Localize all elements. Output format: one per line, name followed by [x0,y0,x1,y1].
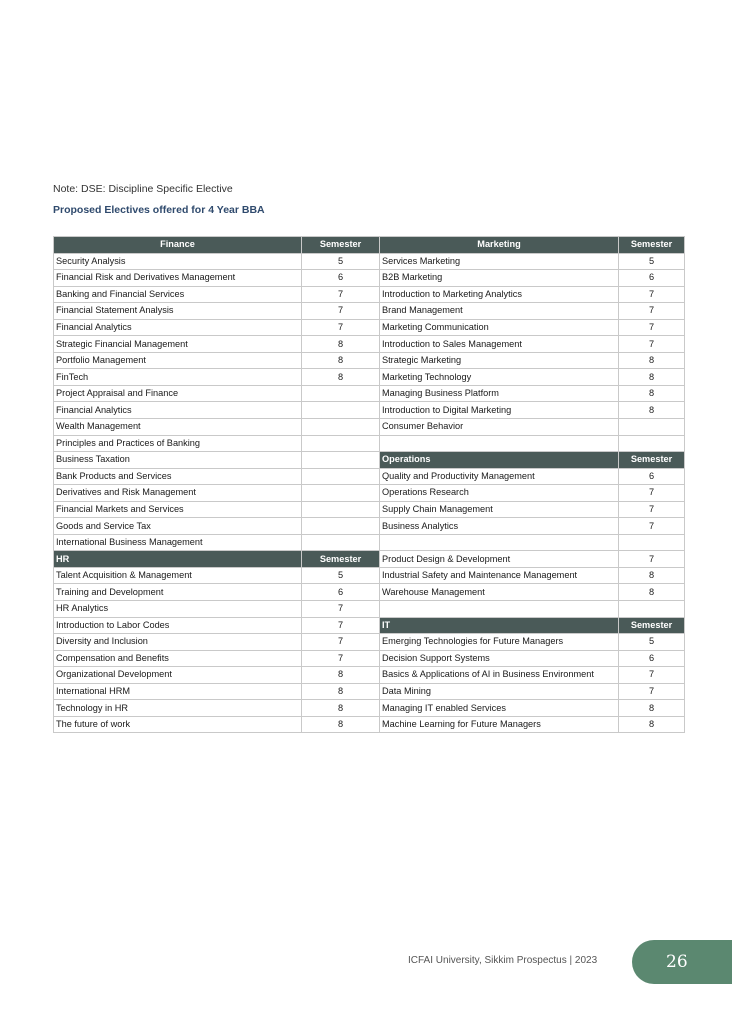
semester-left: 5 [302,253,380,270]
semester-left: 8 [302,683,380,700]
semester-left: 7 [302,286,380,303]
semester-left [302,518,380,535]
course-left: Bank Products and Services [54,468,302,485]
semester-right: Semester [619,452,685,469]
course-right: Quality and Productivity Management [380,468,619,485]
semester-right: 7 [619,319,685,336]
semester-right: 7 [619,667,685,684]
course-left: Diversity and Inclusion [54,634,302,651]
semester-right: 8 [619,567,685,584]
table-row [54,551,685,568]
header-semester-right: Semester [619,237,685,254]
semester-right: 7 [619,551,685,568]
semester-left: 8 [302,336,380,353]
course-right [380,601,619,618]
course-left: HR Analytics [54,601,302,618]
semester-right: Semester [619,617,685,634]
course-right: B2B Marketing [380,270,619,287]
course-left: International HRM [54,683,302,700]
semester-left [302,534,380,551]
semester-right [619,534,685,551]
table-body [54,253,685,733]
table-row [54,667,685,684]
course-right: Marketing Communication [380,319,619,336]
semester-left: 8 [302,369,380,386]
semester-right: 7 [619,683,685,700]
semester-left: 6 [302,584,380,601]
course-right: IT [380,617,619,634]
course-left: Financial Statement Analysis [54,303,302,320]
table-row [54,468,685,485]
semester-right: 6 [619,270,685,287]
course-right: Introduction to Sales Management [380,336,619,353]
course-left: Compensation and Benefits [54,650,302,667]
course-left: The future of work [54,716,302,733]
table-row [54,518,685,535]
semester-right: 6 [619,650,685,667]
semester-left: 7 [302,650,380,667]
semester-right [619,601,685,618]
footer-text: ICFAI University, Sikkim Prospectus | 2023 [408,955,598,966]
semester-left [302,419,380,436]
course-left: Derivatives and Risk Management [54,485,302,502]
course-right: Managing IT enabled Services [380,700,619,717]
course-left: Goods and Service Tax [54,518,302,535]
semester-left: 5 [302,567,380,584]
course-right [380,534,619,551]
course-left: Business Taxation [54,452,302,469]
semester-left [302,435,380,452]
course-left: Financial Analytics [54,402,302,419]
course-right: Marketing Technology [380,369,619,386]
table-row [54,534,685,551]
header-semester-left: Semester [302,237,380,254]
course-right: Brand Management [380,303,619,320]
course-right: Operations [380,452,619,469]
course-left: FinTech [54,369,302,386]
semester-left: 8 [302,352,380,369]
course-left: HR [54,551,302,568]
course-right: Product Design & Development [380,551,619,568]
course-left: Security Analysis [54,253,302,270]
table-row [54,319,685,336]
semester-left [302,402,380,419]
table-row [54,352,685,369]
table-row [54,303,685,320]
table-row [54,501,685,518]
electives-table [53,236,685,733]
semester-left [302,468,380,485]
table-row [54,650,685,667]
table-row [54,601,685,618]
semester-right: 8 [619,700,685,717]
course-right: Strategic Marketing [380,352,619,369]
table-row [54,617,685,634]
table-row [54,485,685,502]
course-right [380,435,619,452]
course-right: Supply Chain Management [380,501,619,518]
semester-left: Semester [302,551,380,568]
table-row [54,385,685,402]
semester-left [302,452,380,469]
course-left: Strategic Financial Management [54,336,302,353]
header-marketing: Marketing [380,237,619,254]
course-left: Training and Development [54,584,302,601]
semester-left: 6 [302,270,380,287]
semester-left: 7 [302,303,380,320]
table-row [54,336,685,353]
semester-left: 8 [302,716,380,733]
table-row [54,700,685,717]
semester-right: 8 [619,402,685,419]
semester-left [302,385,380,402]
course-right: Introduction to Digital Marketing [380,402,619,419]
semester-right: 8 [619,352,685,369]
course-right: Warehouse Management [380,584,619,601]
table-row [54,567,685,584]
semester-right [619,435,685,452]
course-left: International Business Management [54,534,302,551]
semester-right [619,419,685,436]
course-left: Financial Risk and Derivatives Management [54,270,302,287]
course-left: Wealth Management [54,419,302,436]
semester-right: 7 [619,303,685,320]
semester-right: 6 [619,468,685,485]
semester-left: 7 [302,634,380,651]
note-text: Note: DSE: Discipline Specific Elective [53,183,233,195]
table-header-row [54,237,685,254]
course-right: Basics & Applications of AI in Business Environment [380,667,619,684]
semester-left [302,485,380,502]
course-left: Principles and Practices of Banking [54,435,302,452]
semester-left: 8 [302,700,380,717]
course-right: Business Analytics [380,518,619,535]
course-right: Data Mining [380,683,619,700]
table-row [54,270,685,287]
course-left: Technology in HR [54,700,302,717]
header-finance: Finance [54,237,302,254]
semester-right: 7 [619,501,685,518]
course-right: Machine Learning for Future Managers [380,716,619,733]
course-left: Introduction to Labor Codes [54,617,302,634]
table-subtitle: Proposed Electives offered for 4 Year BBA [53,204,265,216]
course-right: Operations Research [380,485,619,502]
semester-right: 7 [619,518,685,535]
course-right: Industrial Safety and Maintenance Management [380,567,619,584]
semester-left: 7 [302,319,380,336]
semester-left: 7 [302,601,380,618]
course-right: Introduction to Marketing Analytics [380,286,619,303]
semester-right: 8 [619,584,685,601]
course-left: Organizational Development [54,667,302,684]
semester-right: 7 [619,485,685,502]
semester-right: 8 [619,369,685,386]
course-right: Services Marketing [380,253,619,270]
course-left: Financial Analytics [54,319,302,336]
course-right: Consumer Behavior [380,419,619,436]
table-row [54,452,685,469]
table-row [54,253,685,270]
course-right: Managing Business Platform [380,385,619,402]
table-row [54,402,685,419]
table-row [54,419,685,436]
semester-right: 5 [619,253,685,270]
semester-right: 7 [619,336,685,353]
page-number-badge: 26 [632,940,732,984]
semester-right: 8 [619,716,685,733]
table-row [54,584,685,601]
table-row [54,634,685,651]
table-row [54,716,685,733]
course-left: Banking and Financial Services [54,286,302,303]
table-row [54,683,685,700]
semester-left [302,501,380,518]
semester-right: 8 [619,385,685,402]
semester-left: 8 [302,667,380,684]
course-right: Emerging Technologies for Future Managers [380,634,619,651]
semester-right: 7 [619,286,685,303]
semester-right: 5 [619,634,685,651]
course-left: Portfolio Management [54,352,302,369]
course-left: Project Appraisal and Finance [54,385,302,402]
course-left: Talent Acquisition & Management [54,567,302,584]
course-left: Financial Markets and Services [54,501,302,518]
semester-left: 7 [302,617,380,634]
table-row [54,369,685,386]
table-row [54,286,685,303]
table-row [54,435,685,452]
course-right: Decision Support Systems [380,650,619,667]
